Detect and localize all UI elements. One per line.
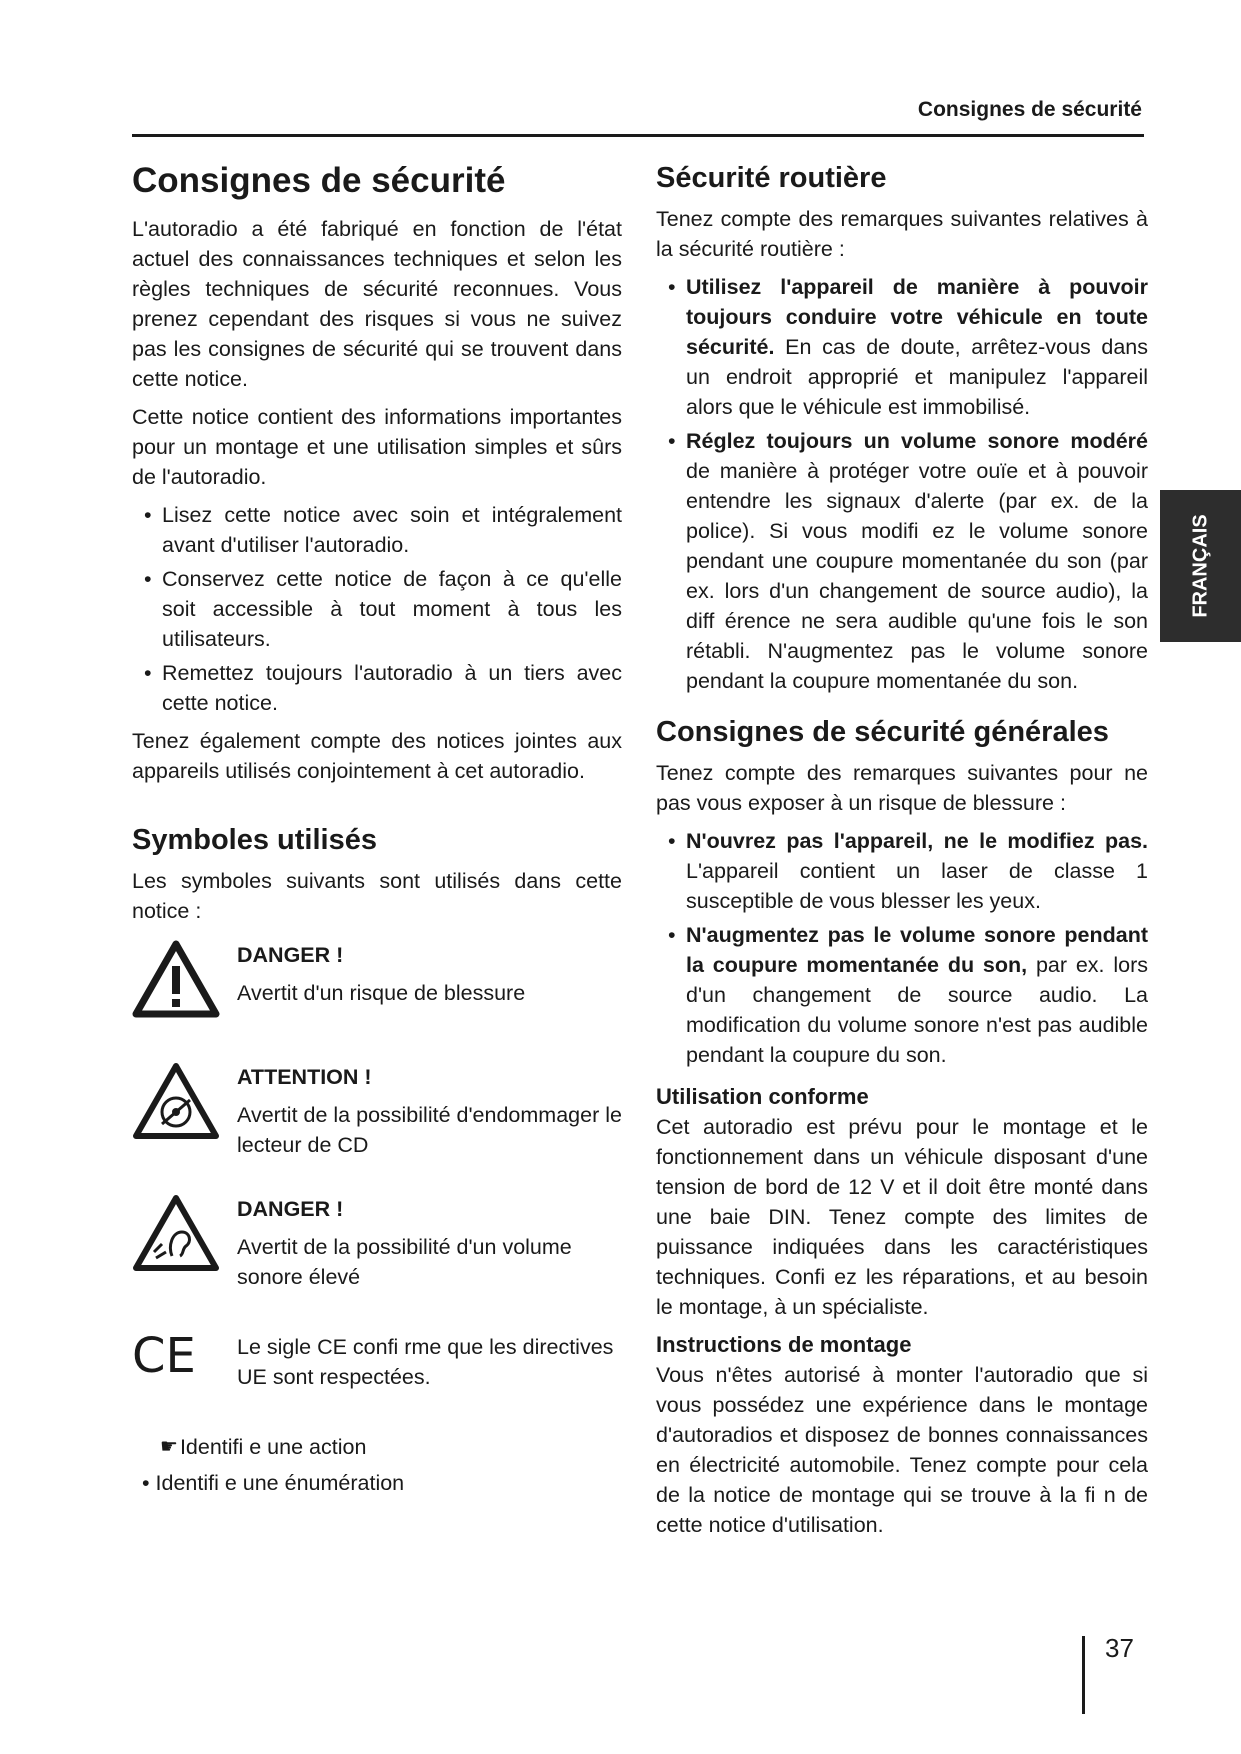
intended-use-heading: Utilisation conforme xyxy=(656,1084,869,1109)
general-safety-intro: Tenez compte des remarques suivantes pour ne pas vous exposer à un risque de blessure : xyxy=(656,761,1148,815)
instructions-list xyxy=(132,500,622,718)
ear-volume-warning-icon xyxy=(132,1194,237,1280)
cd-damage-warning-icon xyxy=(132,1062,237,1148)
symbol-description: Avertit de la possibilité d'un volume sonore élevé xyxy=(237,1235,572,1289)
installation-heading: Instructions de montage xyxy=(656,1332,912,1357)
road-safety-intro: Tenez compte des remarques suivantes relatives à la sécurité routière : xyxy=(656,207,1148,261)
installation-text: Vous n'êtes autorisé à monter l'autoradio que si vous possédez une expérience dans le montage d'autoradios et disposez de bonnes connaissances en électricité automobile. Tenez compte pour cela de la notice de montage qui se trouve à la fi n de cette notice d'utilisation. xyxy=(656,1363,1148,1537)
running-head-title: Consignes de sécurité xyxy=(917,98,1142,121)
header-rule xyxy=(132,134,1144,137)
symbol-title: DANGER ! xyxy=(237,943,344,967)
symbol-danger-injury xyxy=(132,940,622,1026)
ce-mark-icon: CE xyxy=(132,1328,196,1384)
outro-paragraph: Tenez également compte des notices jointes aux appareils utilisés conjointement à cet autoradio. xyxy=(132,729,622,783)
symbol-danger-volume xyxy=(132,1194,622,1292)
left-column xyxy=(132,160,622,1498)
action-symbol-row xyxy=(160,1432,622,1462)
symbols-intro: Les symboles suivants sont utilisés dans cette notice : xyxy=(132,869,622,923)
right-column xyxy=(656,160,1148,1548)
general-safety-heading: Consignes de sécurité générales xyxy=(656,716,1109,748)
list-item: • Utilisez l'appareil de manière à pouvoir toujours conduire votre véhicule en toute sécurité. En cas de doute, arrêtez-vous dans un endroit approprié et manipulez l'appareil alors que le véhicule est immobilisé. xyxy=(668,275,1148,419)
list-item: • Lisez cette notice avec soin et intégralement avant d'utiliser l'autoradio. xyxy=(144,503,622,557)
page-title: Consignes de sécurité xyxy=(132,161,506,200)
warning-exclamation-icon xyxy=(132,940,237,1026)
list-item: • Conservez cette notice de façon à ce qu'elle soit accessible à tout moment à tous les utilisateurs. xyxy=(144,567,622,651)
enumeration-text: Identifi e une énumération xyxy=(155,1471,405,1495)
list-item: • N'augmentez pas le volume sonore pendant la coupure momentanée du son, par ex. lors d'un changement de source audio. La modification du volume sonore n'est pas audible pendant la coupure du son. xyxy=(668,923,1148,1067)
bullet-icon: • xyxy=(142,1471,156,1495)
road-safety-heading: Sécurité routière xyxy=(656,162,887,194)
general-safety-list xyxy=(656,826,1148,1070)
list-item: • Réglez toujours un volume sonore modéré de manière à protéger votre ouïe et à pouvoir entendre les signaux d'alerte (par ex. de la police). Si vous modifi ez le volume sonore pendant une coupure momentanée du son (par ex. lors d'un changement de source audio), la diff érence ne sera audible qu'une fois le son rétabli. N'augmentez pas le volume sonore pendant la coupure momentanée du son. xyxy=(668,429,1148,693)
page-number: 37 xyxy=(1105,1633,1134,1663)
symbol-description: Avertit d'un risque de blessure xyxy=(237,981,526,1005)
page-number-rule xyxy=(1082,1636,1085,1714)
symbol-attention-cd xyxy=(132,1062,622,1160)
symbol-ce xyxy=(132,1328,622,1392)
symbols-heading: Symboles utilisés xyxy=(132,824,377,856)
intended-use-text: Cet autoradio est prévu pour le montage et le fonctionnement dans un véhicule disposant d'une tension de bord de 12 V et il doit être monté dans une baie DIN. Tenez compte des limites de puissance indiquées dans les caractéristiques techniques. Confi ez les réparations, et au besoin le montage, à un spécialiste. xyxy=(656,1115,1148,1319)
intro-paragraph: L'autoradio a été fabriqué en fonction de l'état actuel des connaissances techniques et selon les règles techniques de sécurité reconnues. Vous prenez cependant des risques si vous ne suivez pas les consignes de sécurité qui se trouvent dans cette notice. xyxy=(132,217,622,391)
language-tab xyxy=(1160,490,1241,642)
road-safety-list xyxy=(656,272,1148,696)
language-tab-label: FRANÇAIS xyxy=(1189,514,1211,618)
symbol-title: ATTENTION ! xyxy=(237,1065,372,1089)
symbol-description: Le sigle CE confi rme que les directives UE sont respectées. xyxy=(237,1335,614,1389)
list-item: • Remettez toujours l'autoradio à un tiers avec cette notice. xyxy=(144,661,622,715)
pointing-hand-icon: ☛ xyxy=(160,1436,178,1458)
action-text: Identifi e une action xyxy=(179,1435,367,1459)
symbol-description: Avertit de la possibilité d'endommager le lecteur de CD xyxy=(237,1103,622,1157)
list-item: • N'ouvrez pas l'appareil, ne le modifiez pas. L'appareil contient un laser de classe 1 susceptible de vous blesser les yeux. xyxy=(668,829,1148,913)
intro-paragraph-2: Cette notice contient des informations importantes pour un montage et une utilisation simples et sûrs de l'autoradio. xyxy=(132,405,622,489)
enumeration-symbol-row xyxy=(142,1468,622,1498)
symbol-title: DANGER ! xyxy=(237,1197,344,1221)
